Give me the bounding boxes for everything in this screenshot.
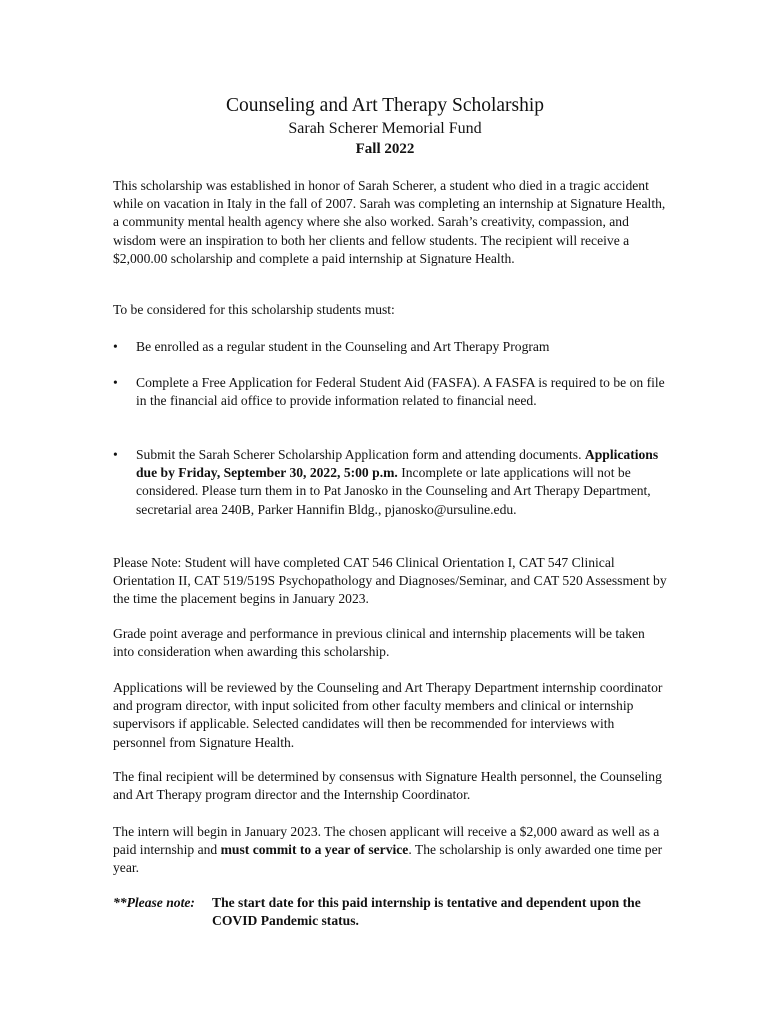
requirements-intro: To be considered for this scholarship students must: [113,302,395,317]
gpa-paragraph: Grade point average and performance in previous clinical and internship placements will be taken into consideration when awarding this scholarship. [113,626,645,660]
note-lead: **Please note: [113,895,195,910]
note-text: The start date for this paid internship is tentative and dependent upon the COVID Pandemic status. [212,895,641,929]
application-text-post: Incomplete or late applications will not be considered. Please turn them in to Pat Janosko in the Counseling and Art Therapy Department, secretarial area 240B, Parker Hannifin Bldg., pjanosko@ursuline.edu. [136,465,651,517]
requirement-item-enrollment [113,338,673,356]
requirement-text [136,446,673,519]
internship-paragraph [113,823,668,878]
bullet-icon: • [113,447,118,462]
document-subtitle: Sarah Scherer Memorial Fund [288,120,482,137]
bullet-icon: • [113,375,118,390]
document-term: Fall 2022 [355,141,415,157]
requirement-item-fasfa [113,374,673,410]
course-prerequisites-note: Please Note: Student will have completed CAT 546 Clinical Orientation I, CAT 547 Clinical Orientation II, CAT 519/519S Psychopathology and Diagnoses/Seminar, and CAT 520 Assessment by the time the placement begins in January 2023. [113,555,667,607]
application-deadline: Applications due by Friday, September 30, 2022, 5:00 p.m. [136,447,659,481]
review-paragraph: Applications will be reviewed by the Counseling and Art Therapy Department internship coordinator and program director, with input solicited from other faculty members and clinical or internship supervisors if applicable. Selected candidates will then be recommended for interviews with personnel from Signature Health. [113,680,663,750]
application-text-pre: Submit the Sarah Scherer Scholarship Application form and attending documents. [136,447,585,462]
intro-paragraph: This scholarship was established in honor of Sarah Scherer, a student who died in a tragic accident while on vacation in Italy in the fall of 2007. Sarah was completing an internship at Signature Health, a community mental health agency where she also worked. Sarah’s creativity, compassion, and wisdom were an inspiration to both her clients and fellow students. The recipient will receive a $2,000.00 scholarship and complete a paid internship at Signature Health. [113,178,666,266]
requirement-text: Complete a Free Application for Federal Student Aid (FASFA). A FASFA is required to be on file in the financial aid office to provide information related to financial need. [136,375,665,409]
internship-text-post: . The scholarship is only awarded one time per year. [113,842,663,876]
bullet-icon: • [113,339,118,354]
requirement-text: Be enrolled as a regular student in the Counseling and Art Therapy Program [136,339,550,354]
final-recipient-paragraph: The final recipient will be determined by consensus with Signature Health personnel, the Counseling and Art Therapy program director and the Internship Coordinator. [113,769,662,803]
document-title: Counseling and Art Therapy Scholarship [225,95,545,116]
commitment-requirement: must commit to a year of service [220,842,409,858]
internship-text-pre: The intern will begin in January 2023. The chosen applicant will receive a $2,000 award as well as a paid internship and [113,824,660,858]
requirement-item-application [113,446,673,519]
